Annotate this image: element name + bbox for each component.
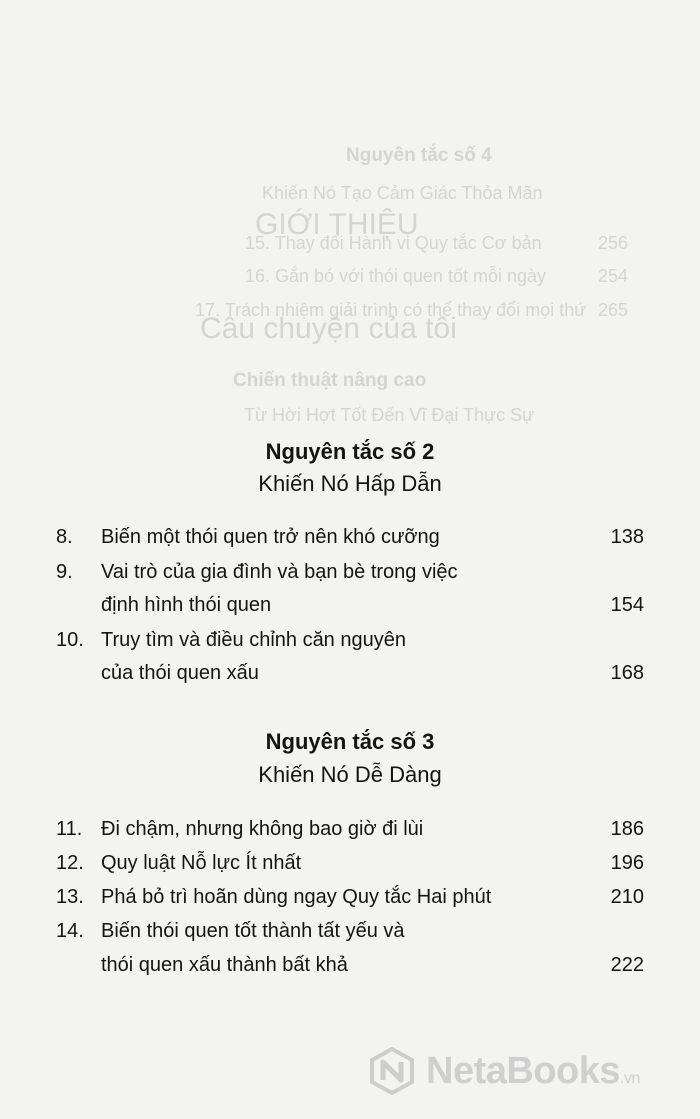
bleed-page: 254 [598, 266, 629, 286]
toc-entry-page: 196 [610, 852, 644, 874]
bleed-heading: Chiến thuật nâng cao [233, 370, 427, 391]
bleed-heading: Nguyên tắc số 4 [346, 145, 492, 166]
toc-entry-title: Phá bỏ trì hoãn dùng ngay Quy tắc Hai phút [101, 886, 492, 908]
toc-entry-title: thói quen xấu thành bất khả [101, 954, 348, 976]
bleed-entry: 17. Trách nhiệm giải trình có thể thay đổi mọi thứ [195, 300, 587, 320]
toc-entry-number: 10. [56, 629, 84, 651]
toc-entry-page: 210 [610, 886, 644, 908]
toc-entry-number: 12. [56, 852, 84, 874]
section-title: Nguyên tắc số 3 [265, 729, 435, 754]
bleed-entry: 15. Thay đổi Hành vi Quy tắc Cơ bản [245, 233, 542, 253]
toc-entry-page: 168 [610, 662, 644, 684]
toc-entry-number: 14. [56, 920, 84, 942]
toc-entry-title: Truy tìm và điều chỉnh căn nguyên [101, 629, 406, 651]
toc-entry-page: 186 [610, 818, 644, 840]
toc-entry-title: Đi chậm, nhưng không bao giờ đi lùi [101, 818, 424, 840]
section-subtitle: Khiến Nó Hấp Dẫn [258, 471, 442, 496]
toc-entry-page: 154 [610, 594, 644, 616]
toc-entry-page: 222 [610, 954, 644, 976]
toc-entry-title: Quy luật Nỗ lực Ít nhất [101, 852, 302, 874]
section-title: Nguyên tắc số 2 [265, 439, 435, 464]
toc-entry-title: định hình thói quen [101, 594, 272, 616]
bleed-subheading: Từ Hời Hợt Tốt Đến Vĩ Đại Thực Sự [244, 405, 535, 425]
bleed-page: 265 [598, 300, 629, 320]
toc-entry-number: 11. [56, 818, 83, 840]
bleed-subheading: Khiến Nó Tạo Cảm Giác Thỏa Mãn [262, 183, 543, 203]
bleed-big-title: Câu chuyện của tôi [200, 312, 457, 345]
bleed-entry: 16. Gắn bó với thói quen tốt mỗi ngày [245, 266, 546, 286]
netabooks-logo-icon [368, 1047, 416, 1095]
section-subtitle: Khiến Nó Dễ Dàng [258, 762, 442, 787]
watermark-suffix: .vn [620, 1069, 640, 1087]
toc-entry-title: Vai trò của gia đình và bạn bè trong việc [101, 561, 458, 583]
toc-entry-number: 13. [56, 886, 84, 908]
toc-entry-title: Biến một thói quen trở nên khó cưỡng [101, 526, 440, 548]
toc-entry-number: 8. [56, 526, 73, 548]
watermark-brand: NetaBooks [426, 1049, 620, 1092]
netabooks-watermark [368, 1046, 640, 1096]
toc-entry-title: Biến thói quen tốt thành tất yếu và [101, 920, 405, 942]
bleed-page: 256 [598, 233, 629, 253]
toc-entry-title: của thói quen xấu [101, 662, 259, 684]
watermark-text [426, 1050, 640, 1093]
bleed-big-title: GIỚI THIỆU [255, 208, 419, 241]
toc-entry-page: 138 [610, 526, 644, 548]
toc-entry-number: 9. [56, 561, 73, 583]
